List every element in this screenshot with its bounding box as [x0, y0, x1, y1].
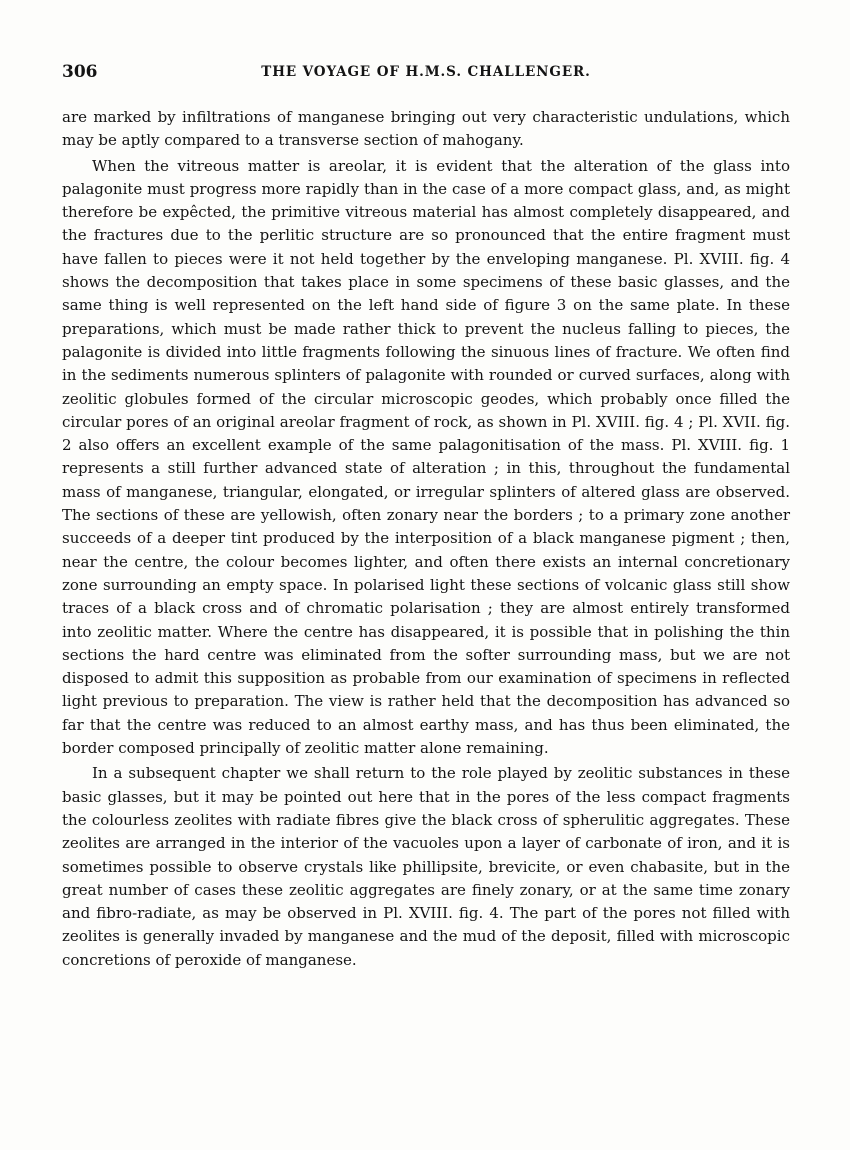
running-title: THE VOYAGE OF H.M.S. CHALLENGER. — [261, 64, 591, 80]
page-header — [62, 62, 790, 88]
paragraph-continuation: are marked by infiltrations of manganese bringing out very characteristic undulations, which may be aptly compared to a transverse section of mahogany. — [62, 108, 790, 150]
paragraph-vitreous-matter: When the vitreous matter is areolar, it is evident that the alteration of the glass into palagonite must progress more rapidly than in the case of a more compact glass, and, as might therefore be expêcted, the primitive vitreous material has almost completely disappeared, and the fractures due to the perlitic structure are so pronounced that the entire fragment must have fallen to pieces were it not held together by the enveloping manganese. Pl. XVIII. fig. 4 shows the decomposition that takes place in some specimens of these basic glasses, and the same thing is well represented on the left hand side of figure 3 on the same plate. In these preparations, which must be made rather thick to prevent the nucleus falling to pieces, the palagonite is divided into little fragments following the sinuous lines of fracture. We often find in the sediments numerous splinters of palagonite with rounded or curved surfaces, along with zeolitic globules formed of the circular microscopic geodes, which probably once filled the circular pores of an original areolar fragment of rock, as shown in Pl. XVIII. fig. 4 ; Pl. XVII. fig. 2 also offers an excellent example of the same palagonitisation of the mass. Pl. XVIII. fig. 1 represents a still further advanced state of alteration ; in this, throughout the fundamental mass of manganese, triangular, elongated, or irregular splinters of altered glass are observed. The sections of these are yellowish, often zonary near the borders ; to a primary zone another succeeds of a deeper tint produced by the interposition of a black manganese pigment ; then, near the centre, the colour becomes lighter, and often there exists an internal concretionary zone surrounding an empty space. In polarised light these sections of volcanic glass still show traces of a black cross and of chromatic polarisation ; they are almost entirely transformed into zeolitic matter. Where the centre has disappeared, it is possible that in polishing the thin sections the hard centre was eliminated from the softer surrounding mass, but we are not disposed to admit this supposition as probable from our examination of specimens in reflected light previous to preparation. The view is rather held that the decomposition has advanced so far that the centre was reduced to an almost earthy mass, and has thus been eliminated, the border composed principally of zeolitic matter alone remaining. — [62, 156, 790, 758]
paragraph-zeolitic-substances: In a subsequent chapter we shall return to the role played by zeolitic substances in these basic glasses, but it may be pointed out here that in the pores of the less compact fragments the colourless zeolites with radiate fibres give the black cross of spherulitic aggregates. These zeolites are arranged in the interior of the vacuoles upon a layer of carbonate of iron, and it is sometimes possible to observe crystals like phillipsite, brevicite, or even chabasite, but in the great number of cases these zeolitic aggregates are finely zonary, or at the same time zonary and fibro-radiate, as may be observed in Pl. XVIII. fig. 4. The part of the pores not filled with zeolites is generally invaded by manganese and the mud of the deposit, filled with microscopic concretions of peroxide of manganese. — [62, 764, 790, 969]
body-text — [62, 106, 790, 972]
page-number: 306 — [62, 62, 98, 82]
